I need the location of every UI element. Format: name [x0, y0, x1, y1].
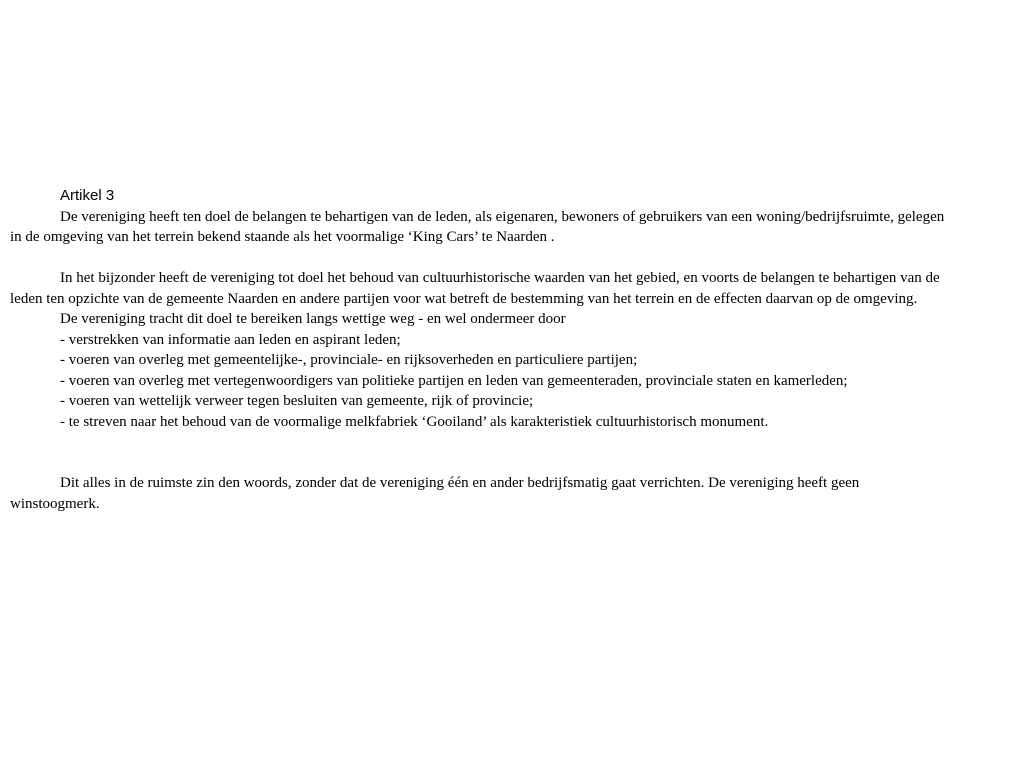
paragraph-no-profit: Dit alles in de ruimste zin den woords, zonder dat de vereniging één en ander bedrijfsmatig gaat verrichten. De vereniging heeft geen winstoogmerk. [10, 475, 860, 512]
article-3 [10, 186, 945, 514]
list-item: - voeren van overleg met gemeentelijke-, provinciale- en rijksoverheden en particuliere partijen; [60, 352, 638, 368]
list-item: - voeren van overleg met vertegenwoordigers van politieke partijen en leden van gemeenteraden, provinciale staten en kamerleden; [60, 372, 848, 389]
article-heading: Artikel 3 [60, 187, 115, 204]
paragraph-specific-purpose: In het bijzonder heeft de vereniging tot doel het behoud van cultuurhistorische waarden van het gebied, en voorts de belangen te behartigen van de leden ten opzichte van de gemeente Naarden en andere partijen voor wat betreft de bestemming van het terrein en de effecten daarvan op de omgeving. [10, 270, 940, 307]
list-item: - verstrekken van informatie aan leden en aspirant leden; [60, 331, 401, 348]
paragraph-means-intro: De vereniging tracht dit doel te bereiken langs wettige weg - en wel ondermeer door [60, 311, 566, 327]
list-item: - voeren van wettelijk verweer tegen besluiten van gemeente, rijk of provincie; [60, 393, 534, 409]
paragraph-purpose: De vereniging heeft ten doel de belangen te behartigen van de leden, als eigenaren, bewoners of gebruikers van een woning/bedrijfsruimte, gelegen in de omgeving van het terrein bekend staande als het voormalige ‘King Cars’ te Naarden . [10, 208, 945, 245]
blank-lines [10, 432, 945, 473]
blank-line [10, 248, 945, 269]
list-item: - te streven naar het behoud van de voormalige melkfabriek ‘Gooiland’ als karakteristiek cultuurhistorisch monument. [60, 413, 769, 430]
